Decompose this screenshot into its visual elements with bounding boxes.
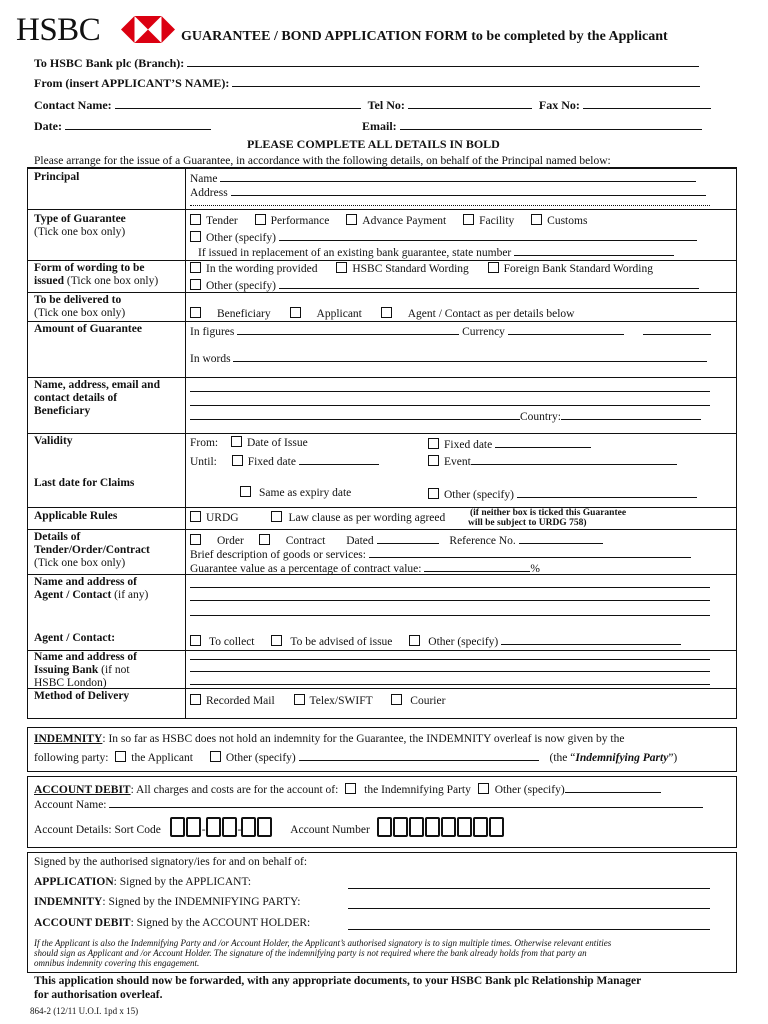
date-row <box>34 118 702 134</box>
to-collect-option: To collect <box>209 636 255 648</box>
claims-other-line <box>428 486 697 501</box>
wording-other <box>190 277 699 292</box>
issuing-bank-line-2[interactable] <box>190 671 710 672</box>
form-of-wording-sub: (Tick one box only) <box>66 275 159 287</box>
claims-other-checkbox[interactable] <box>428 488 439 499</box>
delivery-method-label: Method of Delivery <box>34 690 130 702</box>
guarantee-other-field[interactable] <box>279 229 697 241</box>
until-label: Until: <box>190 456 217 468</box>
amount-row <box>28 321 736 378</box>
hsbc-hexagon-logo-icon <box>121 16 175 43</box>
form-of-wording-row <box>28 260 736 293</box>
account-number-digit-box[interactable] <box>489 817 504 837</box>
account-name-field[interactable] <box>109 796 703 808</box>
account-number-digit-box[interactable] <box>377 817 392 837</box>
dated-field[interactable] <box>377 532 439 544</box>
to-bank-row <box>34 55 699 71</box>
tel-field[interactable] <box>408 97 532 109</box>
rules-note <box>470 508 626 528</box>
delivery-options <box>190 694 445 707</box>
principal-address-line <box>190 184 706 199</box>
principal-label: Principal <box>34 171 80 183</box>
indemnity-other-checkbox[interactable] <box>210 751 221 762</box>
issuing-bank-label-block <box>34 651 137 690</box>
claims-other-field[interactable] <box>517 486 697 498</box>
account-debit-line <box>34 781 661 796</box>
fixed-date-until-field[interactable] <box>299 453 379 465</box>
issuing-bank-label-3: HSBC London) <box>34 677 107 689</box>
indemnity-line-2 <box>34 749 677 764</box>
urdg-checkbox[interactable] <box>190 511 201 522</box>
contact-row <box>34 97 711 113</box>
goods-line <box>190 546 691 561</box>
replacement-line <box>198 244 674 259</box>
wording-other-checkbox[interactable] <box>190 279 201 290</box>
wording-provided-option: In the wording provided <box>206 263 318 275</box>
rules-options <box>190 511 445 524</box>
event-field[interactable] <box>471 453 677 465</box>
validity-until-line <box>190 453 379 468</box>
delivered-to-label-block <box>34 294 125 320</box>
percentage-label: Guarantee value as a percentage of contract value: <box>190 563 422 575</box>
in-words-label: In words <box>190 353 231 365</box>
urdg-option: URDG <box>206 512 239 524</box>
fixed-date-from-checkbox[interactable] <box>428 438 439 449</box>
applicable-rules-label: Applicable Rules <box>34 510 118 522</box>
type-of-guarantee-label: Type of Guarantee <box>34 213 126 225</box>
forward-line-1: This application should now be forwarded, with any appropriate documents, to your HSBC Bank plc Relationship Manager <box>34 975 642 987</box>
delivered-to-options <box>190 307 574 320</box>
to-bank-label: To HSBC Bank plc (Branch): <box>34 56 185 70</box>
tender-order-line <box>190 532 603 547</box>
tender-details-sub: (Tick one box only) <box>34 557 126 569</box>
indemnity-other-field[interactable] <box>299 749 539 761</box>
order-option: Order <box>217 535 244 547</box>
indemnity-text: : In so far as HSBC does not hold an indemnity for the Guarantee, the INDEMNITY overleaf is now given by the <box>102 733 625 745</box>
validity-fixed-date-line <box>428 436 591 451</box>
debit-other-option: Other (specify) <box>494 784 565 796</box>
last-date-claims-label: Last date for Claims <box>34 477 135 489</box>
signature-note-line-2: should sign as Applicant and /or Account Holder. The signature of the indemnifying party is not required where the bank already holds from that party an <box>34 948 587 958</box>
foreign-bank-wording-checkbox[interactable] <box>488 262 499 273</box>
fixed-date-from-field[interactable] <box>495 436 591 448</box>
application-signature-text: : Signed by the APPLICANT: <box>113 876 252 888</box>
agent-label-block <box>34 576 148 602</box>
reference-field[interactable] <box>519 532 603 544</box>
agent-line-1[interactable] <box>190 587 710 588</box>
agent-label: Name and address of <box>34 576 137 588</box>
fixed-date-until-option: Fixed date <box>247 456 296 468</box>
advance-payment-checkbox[interactable] <box>346 214 357 225</box>
instruction-heading: PLEASE COMPLETE ALL DETAILS IN BOLD <box>247 137 500 151</box>
tender-checkbox[interactable] <box>190 214 201 225</box>
sort-code-digit-box[interactable] <box>170 817 185 837</box>
tender-details-label: Details of <box>34 531 81 543</box>
indemnifying-party-signature-field[interactable] <box>348 908 710 909</box>
beneficiary-country-line <box>190 408 701 423</box>
deliver-applicant-checkbox[interactable] <box>290 307 301 318</box>
agent-other-checkbox[interactable] <box>409 635 420 646</box>
indemnity-heading: INDEMNITY <box>34 733 103 745</box>
indemnity-following-party: following party: <box>34 752 109 764</box>
from-row <box>34 75 700 91</box>
account-debit-box <box>27 776 737 848</box>
account-number-digit-box[interactable] <box>457 817 472 837</box>
sort-code-digit-box[interactable] <box>241 817 256 837</box>
email-field[interactable] <box>400 118 702 130</box>
type-of-guarantee-label-block <box>34 213 126 239</box>
sort-code-digit-box[interactable] <box>206 817 221 837</box>
issuing-bank-label-sub: (if not <box>101 664 130 676</box>
advised-of-issue-option: To be advised of issue <box>290 636 393 648</box>
application-signature-line <box>34 876 251 888</box>
wording-options <box>190 262 653 275</box>
fax-field[interactable] <box>583 97 711 109</box>
telex-swift-option: Telex/SWIFT <box>309 695 373 707</box>
claims-other-option: Other (specify) <box>444 489 514 501</box>
indemnity-box <box>27 727 737 772</box>
sort-code-digit-box[interactable] <box>257 817 272 837</box>
recorded-mail-checkbox[interactable] <box>190 694 201 705</box>
in-figures-label: In figures <box>190 326 235 338</box>
account-number-digit-box[interactable] <box>409 817 424 837</box>
fixed-date-until-checkbox[interactable] <box>232 455 243 466</box>
performance-option: Performance <box>270 215 330 227</box>
issuing-bank-line-3[interactable] <box>190 684 710 685</box>
facility-option: Facility <box>479 215 515 227</box>
to-collect-checkbox[interactable] <box>190 635 201 646</box>
event-checkbox[interactable] <box>428 455 439 466</box>
account-number-digit-box[interactable] <box>393 817 408 837</box>
customs-option: Customs <box>547 215 588 227</box>
debit-indemnifying-option: the Indemnifying Party <box>364 784 471 796</box>
currency-label: Currency <box>462 326 505 338</box>
wording-other-option: Other (specify) <box>206 280 276 292</box>
principal-name-label: Name <box>190 173 218 185</box>
applicable-rules-row <box>28 507 736 530</box>
issuing-bank-line-1[interactable] <box>190 659 710 660</box>
dated-label: Dated <box>346 535 374 547</box>
performance-checkbox[interactable] <box>255 214 266 225</box>
agent-line-2[interactable] <box>190 600 710 601</box>
debit-signature-text: : Signed by the ACCOUNT HOLDER: <box>130 917 311 929</box>
beneficiary-row <box>28 377 736 434</box>
agent-other-option: Other (specify) <box>428 636 499 648</box>
validity-event-line <box>428 453 677 468</box>
debit-other-field[interactable] <box>565 781 661 793</box>
principal-name-line <box>190 170 696 185</box>
facility-checkbox[interactable] <box>463 214 474 225</box>
type-of-guarantee-sub: (Tick one box only) <box>34 226 126 238</box>
account-number-digit-box[interactable] <box>473 817 488 837</box>
date-label: Date: <box>34 119 62 133</box>
country-label: Country: <box>520 411 561 423</box>
signature-notes <box>34 938 611 968</box>
claims-same-expiry-line <box>240 486 351 499</box>
contact-name-label: Contact Name: <box>34 98 112 112</box>
debit-indemnifying-checkbox[interactable] <box>345 783 356 794</box>
application-signature-label: APPLICATION <box>34 876 114 888</box>
sort-code-digit-box[interactable] <box>186 817 201 837</box>
deliver-beneficiary-checkbox[interactable] <box>190 307 201 318</box>
currency-field-2[interactable] <box>643 323 711 335</box>
fixed-date-from-option: Fixed date <box>444 439 493 451</box>
agent-label-2: Agent / Contact <box>34 589 112 601</box>
type-of-guarantee-row <box>28 209 736 261</box>
principal-name-field[interactable] <box>220 170 696 182</box>
sort-code-label: Account Details: Sort Code <box>34 824 161 836</box>
applicant-name-field[interactable] <box>232 75 700 87</box>
indemnity-other-option: Other (specify) <box>225 752 296 764</box>
issuing-bank-label-2: Issuing Bank <box>34 664 99 676</box>
amount-label: Amount of Guarantee <box>34 323 142 335</box>
from-label: From (insert APPLICANT’S NAME): <box>34 76 230 90</box>
forward-instructions <box>34 974 641 1002</box>
details-table <box>27 167 737 719</box>
tel-label: Tel No: <box>367 98 405 112</box>
debit-signature-line <box>34 917 310 929</box>
goods-field[interactable] <box>369 546 691 558</box>
agent-label-sub: (if any) <box>114 589 149 601</box>
issuing-bank-label: Name and address of <box>34 651 137 663</box>
fax-label: Fax No: <box>538 98 580 112</box>
account-holder-signature-field[interactable] <box>348 929 710 930</box>
percentage-field[interactable] <box>424 560 530 572</box>
account-number-digit-box[interactable] <box>441 817 456 837</box>
principal-address-field[interactable] <box>231 184 706 196</box>
issuing-bank-row <box>28 650 736 689</box>
form-title: GUARANTEE / BOND APPLICATION FORM to be completed by the Applicant <box>181 29 668 44</box>
deliver-agent-option: Agent / Contact as per details below <box>407 308 575 320</box>
agent-line-3[interactable] <box>190 615 710 616</box>
date-of-issue-checkbox[interactable] <box>231 436 242 447</box>
country-field[interactable] <box>561 408 701 420</box>
date-field[interactable] <box>65 118 211 130</box>
validity-row <box>28 433 736 508</box>
account-debit-heading: ACCOUNT DEBIT <box>34 784 131 796</box>
indemnity-applicant-checkbox[interactable] <box>115 751 126 762</box>
contract-checkbox[interactable] <box>259 534 270 545</box>
debit-other-checkbox[interactable] <box>478 783 489 794</box>
guarantee-other-checkbox[interactable] <box>190 231 201 242</box>
sort-code-digit-box[interactable] <box>222 817 237 837</box>
rules-note-line-2: will be subject to URDG 758) <box>468 518 587 528</box>
indemnity-applicant-option: the Applicant <box>131 752 193 764</box>
account-name-line <box>34 796 703 811</box>
contract-option: Contract <box>285 535 326 547</box>
debit-signature-label: ACCOUNT DEBIT <box>34 917 131 929</box>
deliver-beneficiary-option: Beneficiary <box>217 308 271 320</box>
account-number-boxes[interactable] <box>377 824 505 836</box>
sort-code-boxes[interactable]: - - <box>170 824 277 836</box>
hsbc-standard-wording-option: HSBC Standard Wording <box>352 263 469 275</box>
indemnity-signature-text: : Signed by the INDEMNIFYING PARTY: <box>102 896 301 908</box>
principal-address-field-2[interactable] <box>190 205 710 206</box>
telex-swift-checkbox[interactable] <box>294 694 305 705</box>
deliver-agent-checkbox[interactable] <box>381 307 392 318</box>
replacement-number-field[interactable] <box>514 244 674 256</box>
signatures-box <box>27 852 737 973</box>
indemnifying-party-suffix: ”) <box>668 752 678 764</box>
beneficiary-label-3: Beneficiary <box>34 405 91 417</box>
account-number-label: Account Number <box>290 824 370 836</box>
email-label: Email: <box>361 119 397 133</box>
event-option: Event <box>444 456 471 468</box>
intro-text: Please arrange for the issue of a Guarantee, in accordance with the following details, on behalf of the Principal named below: <box>34 155 611 167</box>
account-details-line <box>34 817 505 837</box>
delivered-to-sub: (Tick one box only) <box>34 307 126 319</box>
goods-label: Brief description of goods or services: <box>190 549 366 561</box>
courier-checkbox[interactable] <box>391 694 402 705</box>
account-number-digit-box[interactable] <box>425 817 440 837</box>
signature-note-line-1: If the Applicant is also the Indemnifying Party and /or Account Holder, the Applicant’s authorised signatory is to sign multiple times. Otherwise relevant entities <box>34 938 612 948</box>
indemnity-signature-label: INDEMNITY <box>34 896 103 908</box>
beneficiary-label: Name, address, email and <box>34 379 160 391</box>
same-as-expiry-option: Same as expiry date <box>259 487 352 499</box>
wording-other-field[interactable] <box>279 277 699 289</box>
law-clause-checkbox[interactable] <box>271 511 282 522</box>
indemnity-line-1 <box>34 733 624 745</box>
to-bank-field[interactable] <box>187 55 699 67</box>
signatures-intro: Signed by the authorised signatory/ies for and on behalf of: <box>34 856 308 868</box>
beneficiary-line-1[interactable] <box>190 391 710 392</box>
hsbc-logo-text: HSBC <box>16 12 101 48</box>
agent-other-field[interactable] <box>501 633 681 645</box>
foreign-bank-wording-option: Foreign Bank Standard Wording <box>503 263 653 275</box>
agent-contact-label: Agent / Contact: <box>34 632 116 644</box>
indemnifying-party-prefix: (the “ <box>549 752 576 764</box>
form-of-wording-label-2: issued <box>34 275 65 287</box>
date-of-issue-option: Date of Issue <box>247 437 308 449</box>
indemnity-signature-line <box>34 896 301 908</box>
guarantee-type-options <box>190 214 587 227</box>
beneficiary-label-2: contact details of <box>34 392 118 404</box>
applicant-signature-field[interactable] <box>348 888 710 889</box>
beneficiary-label-block <box>34 379 160 418</box>
indemnifying-party-term: Indemnifying Party <box>575 752 669 764</box>
recorded-mail-option: Recorded Mail <box>206 695 275 707</box>
form-of-wording-label: Form of wording to be <box>34 262 145 274</box>
contact-name-field[interactable] <box>115 97 361 109</box>
reference-label: Reference No. <box>449 535 516 547</box>
law-clause-option: Law clause as per wording agreed <box>288 512 446 524</box>
replacement-label: If issued in replacement of an existing bank guarantee, state number <box>198 247 512 259</box>
agent-contact-options <box>190 633 681 648</box>
customs-checkbox[interactable] <box>531 214 542 225</box>
forward-line-2: for authorisation overleaf. <box>34 989 163 1001</box>
tender-details-label-2: Tender/Order/Contract <box>34 544 150 556</box>
form-of-wording-label-block <box>34 262 158 288</box>
in-words-field[interactable] <box>233 350 707 362</box>
delivery-method-row <box>28 688 736 720</box>
from-label: From: <box>190 437 219 449</box>
agent-row <box>28 574 736 651</box>
principal-address-label: Address <box>190 187 228 199</box>
amount-figures-line <box>190 323 711 338</box>
tender-details-row <box>28 529 736 575</box>
principal-row <box>28 168 736 210</box>
advance-payment-option: Advance Payment <box>362 215 447 227</box>
guarantee-other-option: Other (specify) <box>206 232 276 244</box>
percentage-line <box>190 560 540 575</box>
percent-sign: % <box>530 563 540 575</box>
guarantee-type-other <box>190 229 697 244</box>
tender-option: Tender <box>206 215 238 227</box>
rules-note-line-1: (if neither box is ticked this Guarantee <box>470 508 627 518</box>
validity-label: Validity <box>34 435 73 447</box>
order-checkbox[interactable] <box>190 534 201 545</box>
delivered-to-label: To be delivered to <box>34 294 122 306</box>
same-as-expiry-checkbox[interactable] <box>240 486 251 497</box>
account-name-label: Account Name: <box>34 799 107 811</box>
courier-option: Courier <box>410 695 446 707</box>
in-figures-field[interactable] <box>237 323 459 335</box>
validity-from-line <box>190 436 308 449</box>
wording-provided-checkbox[interactable] <box>190 262 201 273</box>
currency-field[interactable] <box>508 323 624 335</box>
delivered-to-row <box>28 292 736 322</box>
tender-details-label-block <box>34 531 150 570</box>
advised-of-issue-checkbox[interactable] <box>271 635 282 646</box>
beneficiary-line-2[interactable] <box>190 405 710 406</box>
account-debit-text: : All charges and costs are for the account of: <box>130 784 339 796</box>
amount-words-line <box>190 350 707 365</box>
hsbc-standard-wording-checkbox[interactable] <box>336 262 347 273</box>
beneficiary-line-3[interactable] <box>190 408 520 420</box>
deliver-applicant-option: Applicant <box>316 308 362 320</box>
signature-note-line-3: omnibus indemnity covering this engagement. <box>34 958 200 968</box>
form-code: 864-2 (12/11 U.O.I. 1pd x 15) <box>30 1006 139 1016</box>
